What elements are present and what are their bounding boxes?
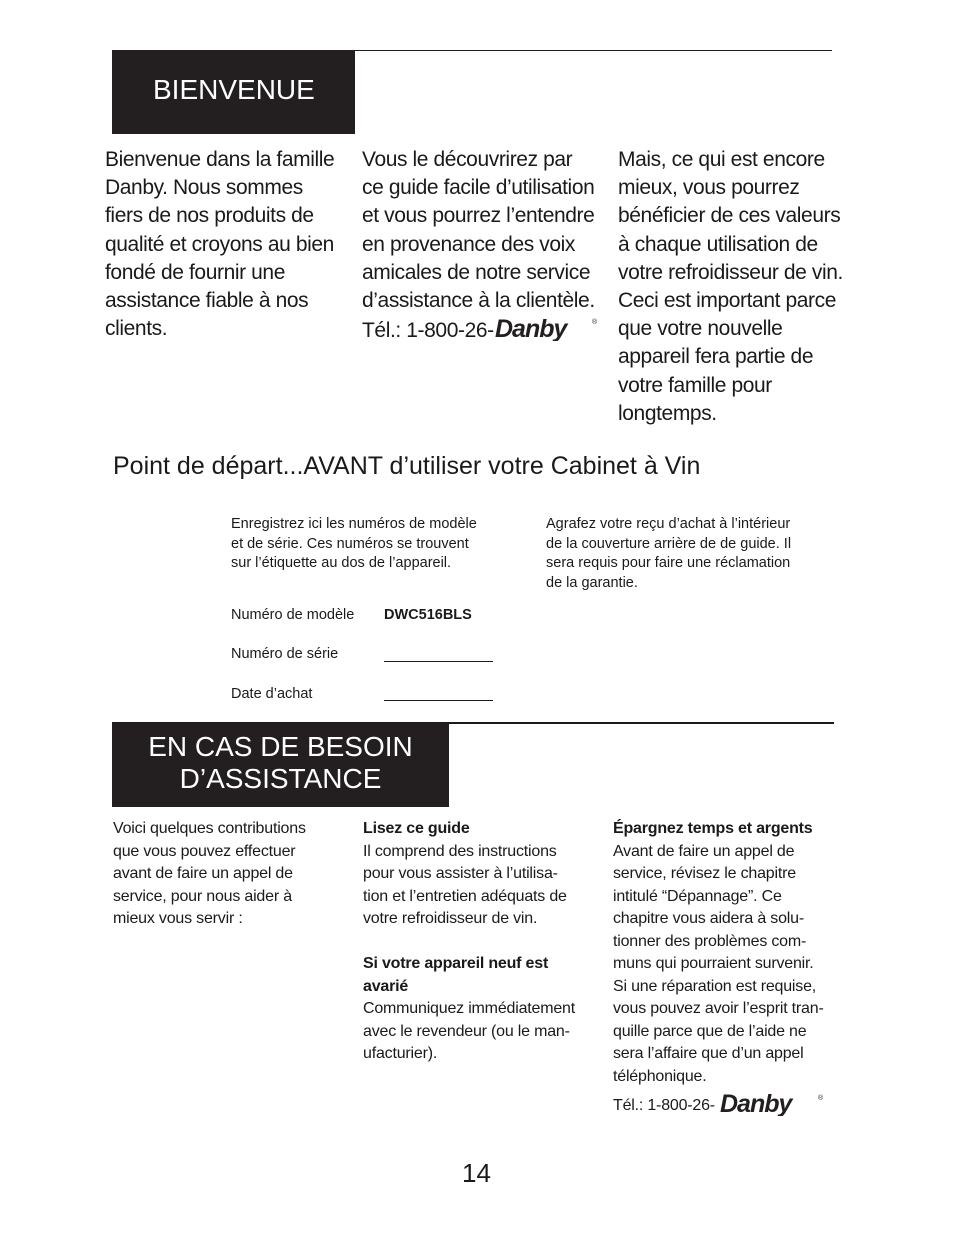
model-number-value: DWC516BLS: [384, 607, 472, 623]
text-line: Bienvenue dans la famille: [105, 148, 335, 171]
serial-number-blank: [384, 661, 493, 662]
text-line: et vous pourrez l’entendre: [362, 204, 595, 228]
text-line: qualité et croyons au bien: [105, 232, 334, 256]
text-line: Agrafez votre reçu d’achat à l’intérieur: [546, 516, 791, 532]
text-line: ufacturier).: [363, 1045, 438, 1062]
text-line: fondé de fournir une: [105, 260, 285, 284]
text-line: mieux, vous pourrez: [618, 176, 800, 200]
text-line: à chaque utilisation de: [618, 232, 818, 256]
danby-logo-text: Danby: [719, 1090, 792, 1116]
welcome-heading: BIENVENUE: [153, 74, 315, 105]
assist-heading-line-2: D’ASSISTANCE: [179, 763, 382, 794]
welcome-column-1: [105, 146, 334, 343]
text-line: et de série. Ces numéros se trouvent: [231, 535, 469, 552]
text-line: Enregistrez ici les numéros de modèle: [231, 516, 477, 532]
registered-mark: ®: [591, 319, 597, 327]
start-title: Point de départ...AVANT d’utiliser votre Cabinet à Vin: [113, 452, 701, 480]
text-line: votre refroidisseur de vin.: [363, 910, 538, 927]
text-line: service, révisez le chapitre: [613, 865, 796, 882]
paragraph-gap: [363, 931, 575, 954]
text-line: Ceci est important parce: [618, 289, 836, 313]
text-line: mieux vous servir :: [113, 910, 243, 927]
damaged-appliance-heading: Si votre appareil neuf est: [363, 955, 549, 972]
purchase-date-label: Date d’achat: [231, 686, 313, 702]
damaged-appliance-heading: avarié: [363, 977, 409, 995]
text-line: Danby. Nous sommes: [105, 176, 303, 200]
text-line: que vous pouvez effectuer: [113, 842, 296, 860]
text-line: tionner des problèmes com-: [613, 932, 807, 950]
assist-column-3: [613, 818, 825, 1118]
text-line: avant de faire un appel de: [113, 865, 293, 882]
text-line: votre refroidisseur de vin.: [618, 260, 843, 284]
registered-mark: ®: [817, 1095, 823, 1102]
purchase-date-blank: [384, 700, 493, 701]
text-line: sera requis pour faire une réclamation: [546, 555, 791, 572]
text-line: pour vous assister à l’utilisa-: [363, 865, 558, 882]
model-number-label: Numéro de modèle: [231, 607, 355, 623]
text-line: sur l’étiquette au dos de l’appareil.: [231, 555, 452, 572]
text-line: vous pouvez avoir l’esprit tran-: [613, 1000, 824, 1017]
record-note: [231, 515, 477, 574]
text-line: longtemps.: [618, 401, 717, 425]
assist-column-1: [113, 818, 306, 931]
welcome-column-2: [362, 146, 598, 345]
text-line: tion et l’entretien adéquats de: [363, 887, 567, 905]
welcome-column-3: [618, 146, 843, 428]
read-guide-heading: Lisez ce guide: [363, 820, 470, 837]
text-line: téléphonique.: [613, 1067, 707, 1085]
text-line: appareil fera partie de: [618, 345, 814, 369]
assist-heading-line-1: EN CAS DE BESOIN: [148, 731, 413, 762]
text-line: Communiquez immédiatement: [363, 1000, 575, 1017]
phone-number: Tél.: 1-800-26-: [362, 319, 494, 343]
text-line: sera l’affaire que d’un appel: [613, 1045, 804, 1062]
text-line: de la couverture arrière de de guide. Il: [546, 535, 792, 552]
text-line: quille parce que de l’aide ne: [613, 1022, 807, 1040]
text-line: clients.: [105, 317, 168, 341]
text-line: que votre nouvelle: [618, 317, 783, 341]
text-line: Si une réparation est requise,: [613, 977, 817, 995]
text-line: chapitre vous aidera à solu-: [613, 910, 804, 927]
text-line: muns qui pourraient survenir.: [613, 955, 814, 972]
text-line: avec le revendeur (ou le man-: [363, 1022, 570, 1040]
text-line: fiers de nos produits de: [105, 204, 314, 228]
text-line: Mais, ce qui est encore: [618, 148, 825, 171]
danby-logo: [494, 315, 598, 341]
danby-logo-text: Danby: [494, 315, 567, 342]
assist-banner: [112, 723, 449, 807]
text-line: en provenance des voix: [362, 232, 576, 256]
text-line: d’assistance à la clientèle.: [362, 289, 595, 313]
text-line: assistance fiable à nos: [105, 289, 309, 313]
text-line: ce guide facile d’utilisation: [362, 176, 595, 200]
page-number: 14: [462, 1158, 491, 1188]
assist-column-2: [363, 818, 575, 1066]
serial-number-label: Numéro de série: [231, 646, 339, 662]
text-line: de la garantie.: [546, 574, 638, 591]
text-line: bénéficier de ces valeurs: [618, 204, 841, 228]
text-line: service, pour nous aider à: [113, 887, 292, 905]
text-line: votre famille pour: [618, 373, 772, 397]
phone-line: [613, 1090, 825, 1118]
text-line: amicales de notre service: [362, 260, 591, 284]
text-line: Vous le découvrirez par: [362, 148, 573, 171]
welcome-banner: [112, 50, 355, 134]
danby-logo: [715, 1090, 825, 1116]
phone-line: [362, 315, 598, 345]
text-line: Avant de faire un appel de: [613, 842, 795, 860]
text-line: Il comprend des instructions: [363, 842, 557, 860]
text-line: intitulé “Dépannage”. Ce: [613, 887, 782, 905]
text-line: Voici quelques contributions: [113, 820, 306, 837]
receipt-note: [546, 515, 791, 593]
phone-number: Tél.: 1-800-26-: [613, 1097, 715, 1114]
save-time-heading: Épargnez temps et argents: [613, 820, 813, 837]
